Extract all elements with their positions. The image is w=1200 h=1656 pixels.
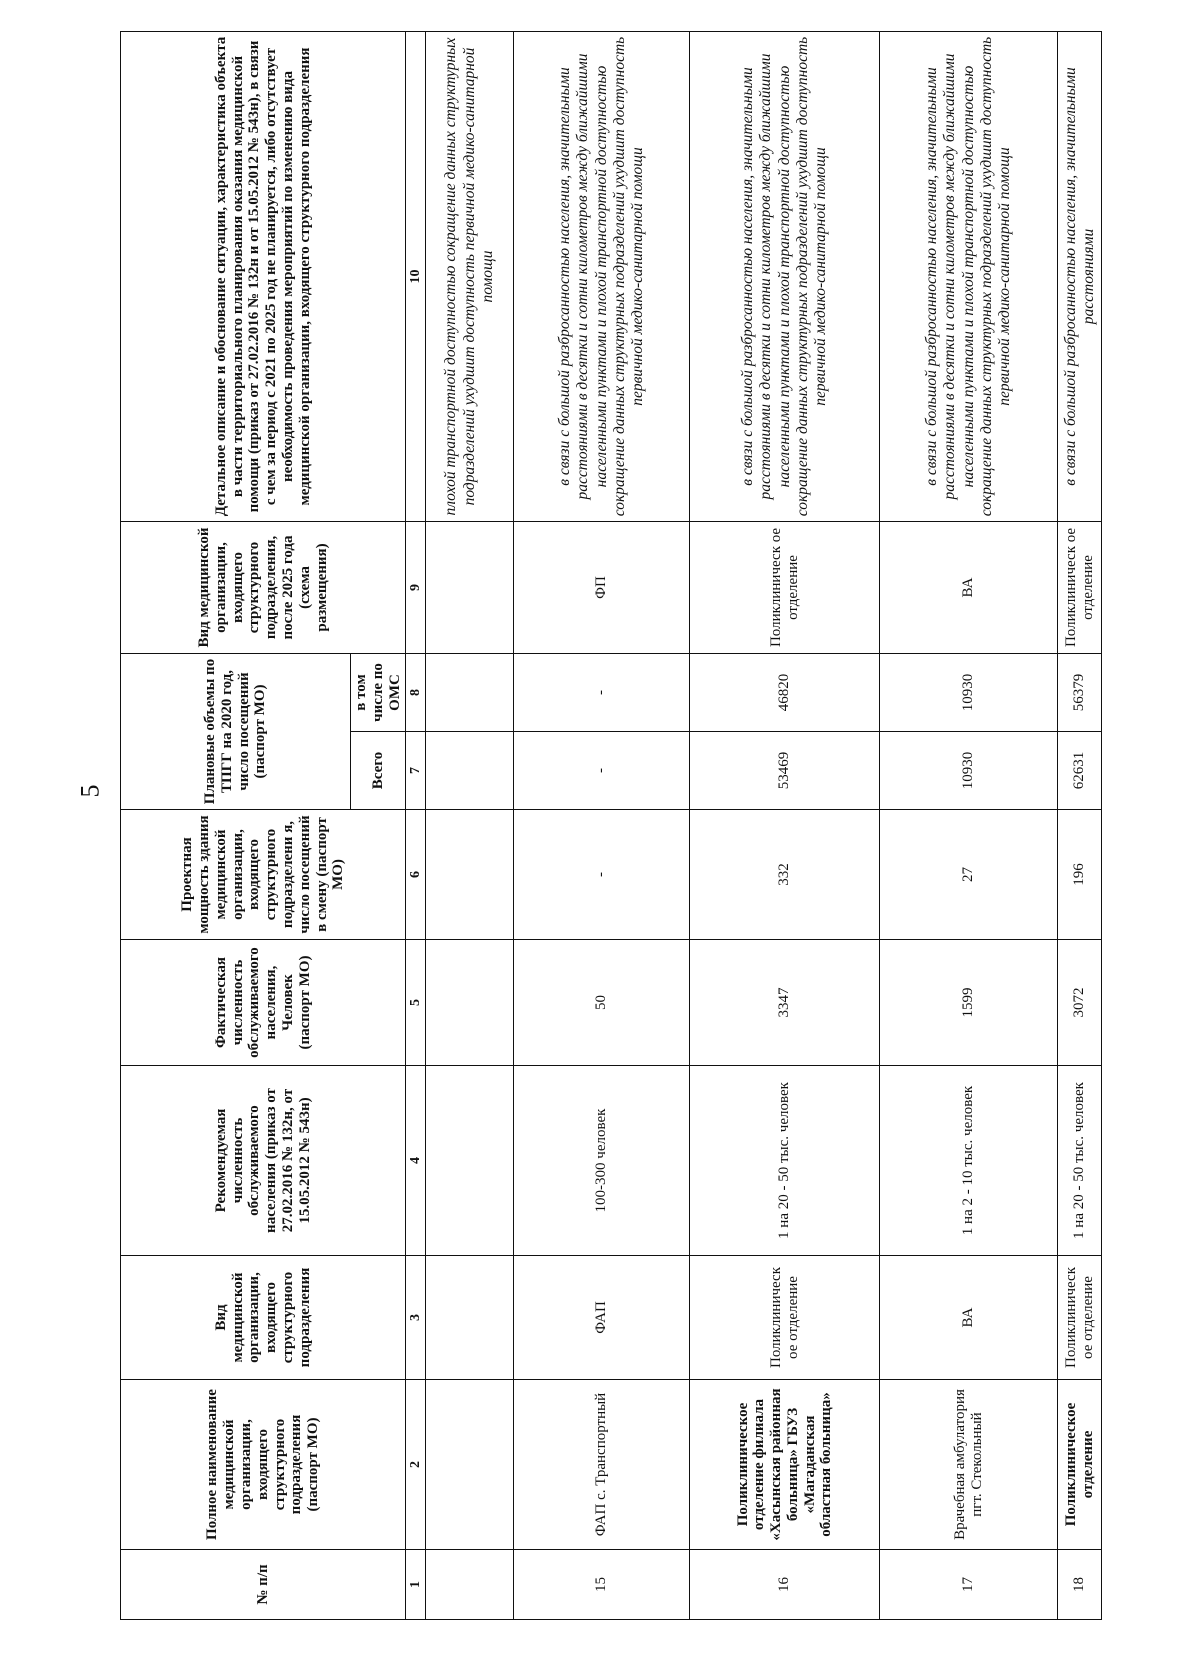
facility-name: Поликлиническое отделение филиала «Хасынская районная больница» ГБУЗ «Магаданская областная больница» [690, 1380, 880, 1550]
recommended-population: 100-300 человек [514, 1066, 690, 1256]
facility-name: ФАП с. Транспортный [514, 1380, 690, 1550]
row-number: 18 [1058, 1550, 1102, 1620]
description-cell: в связи с большой разбросанностью населения, значительными расстояниями [1058, 31, 1102, 521]
description-cell: в связи с большой разбросанностью населения, значительными расстояниями в десятки и сотни километров между ближайшими населенными пунктами и плохой транспортной доступностью сокращение данных структурных подразделений ухудшит доступность первичной медико-санитарной помощи [690, 31, 880, 521]
facility-type: ФАП [514, 1256, 690, 1380]
table-cell [426, 653, 514, 731]
design-capacity: 196 [1058, 810, 1102, 940]
facility-name: Врачебная амбулатория пгт. Стекольный [880, 1380, 1058, 1550]
header-type-after: Вид медицинской организации, входящего структурного подразделения, после 2025 года (схема размещения) [121, 521, 406, 653]
table-cell [426, 810, 514, 940]
design-capacity: 332 [690, 810, 880, 940]
header-index: № п/п [121, 1550, 406, 1620]
column-number: 6 [406, 810, 426, 940]
design-capacity: - [514, 810, 690, 940]
header-recommended: Рекомендуемая численность обслуживаемого населения (приказ от 27.02.2016 № 132н, от 15.05.2012 № 543н) [121, 1066, 406, 1256]
plan-oms: 46820 [690, 653, 880, 731]
column-number: 3 [406, 1256, 426, 1380]
table-row [1058, 31, 1102, 1619]
facility-type-after: ФП [514, 521, 690, 653]
recommended-population: 1 на 2 - 10 тыс. человек [880, 1066, 1058, 1256]
plan-oms: - [514, 653, 690, 731]
table-cell [426, 940, 514, 1066]
recommended-population: 1 на 20 - 50 тыс. человек [690, 1066, 880, 1256]
header-type: Вид медицинской организации, входящего структурного подразделения [121, 1256, 406, 1380]
plan-oms: 56379 [1058, 653, 1102, 731]
facilities-table [120, 31, 1102, 1620]
description-cell: плохой транспортной доступностью сокращение данных структурных подразделений ухудшит доступность первичной медико-санитарной помощи [426, 31, 514, 521]
facility-type-after: ВА [880, 521, 1058, 653]
facility-type-after: Поликлиническ ое отделение [1058, 521, 1102, 653]
facility-name: Поликлиническое отделение [1058, 1380, 1102, 1550]
recommended-population: 1 на 20 - 50 тыс. человек [1058, 1066, 1102, 1256]
table-row [880, 31, 1058, 1619]
row-number: 16 [690, 1550, 880, 1620]
actual-population: 3347 [690, 940, 880, 1066]
facility-type: Поликлиническ ое отделение [1058, 1256, 1102, 1380]
column-numbers-row [406, 31, 426, 1619]
facility-type-after: Поликлиническ ое отделение [690, 521, 880, 653]
column-number: 1 [406, 1550, 426, 1620]
column-number: 9 [406, 521, 426, 653]
plan-total: 53469 [690, 732, 880, 810]
table-cell [426, 1550, 514, 1620]
row-number: 17 [880, 1550, 1058, 1620]
description-cell: в связи с большой разбросанностью населения, значительными расстояниями в десятки и сотни километров между ближайшими населенными пунктами и плохой транспортной доступностью сокращение данных структурных подразделений ухудшит доступность первичной медико-санитарной помощи [880, 31, 1058, 521]
row-number: 15 [514, 1550, 690, 1620]
table-row-continuation [426, 31, 514, 1619]
plan-oms: 10930 [880, 653, 1058, 731]
plan-total: 10930 [880, 732, 1058, 810]
table-row [690, 31, 880, 1619]
description-cell: в связи с большой разбросанностью населения, значительными расстояниями в десятки и сотни километров между ближайшими населенными пунктами и плохой транспортной доступностью сокращение данных структурных подразделений ухудшит доступность первичной медико-санитарной помощи [514, 31, 690, 521]
header-plan-oms: в том числе по ОМС [351, 653, 406, 731]
header-actual: Фактическая численность обслуживаемого населения, Человек (паспорт МО) [121, 940, 406, 1066]
header-capacity: Проектная мощность здания медицинской организации, входящего структурного подразделени я, число посещений в смену (паспорт МО) [121, 810, 406, 940]
table-cell [426, 1380, 514, 1550]
design-capacity: 27 [880, 810, 1058, 940]
facility-type: ВА [880, 1256, 1058, 1380]
column-number: 5 [406, 940, 426, 1066]
actual-population: 1599 [880, 940, 1058, 1066]
column-number: 8 [406, 653, 426, 731]
facility-type: Поликлиническ ое отделение [690, 1256, 880, 1380]
rotated-table-container [120, 32, 1097, 1620]
table-cell [426, 521, 514, 653]
header-full-name: Полное наименование медицинской организации, входящего структурного подразделения (паспорт МО) [121, 1380, 406, 1550]
column-number: 7 [406, 732, 426, 810]
actual-population: 50 [514, 940, 690, 1066]
table-row [514, 31, 690, 1619]
actual-population: 3072 [1058, 940, 1102, 1066]
column-number: 10 [406, 31, 426, 521]
plan-total: - [514, 732, 690, 810]
page-number: 5 [75, 784, 105, 798]
header-description: Детальное описание и обоснование ситуации, характеристика объекта в части территориального планирования оказания медицинской помощи (приказ от 27.02.2016 № 132н и от 15.05.2012 № 543н), в связи с чем за период с 2021 по 2025 год не планируется, либо отсутствует необходимость проведения мероприятий по изменению вида медицинской организации, входящего структурного подразделения [121, 31, 406, 521]
table-cell [426, 1066, 514, 1256]
column-number: 2 [406, 1380, 426, 1550]
table-cell [426, 732, 514, 810]
header-plan: Плановые объемы по ТПГГ на 2020 год, число посещений (паспорт МО) [121, 653, 351, 809]
header-row [121, 31, 351, 1619]
plan-total: 62631 [1058, 732, 1102, 810]
table-cell [426, 1256, 514, 1380]
header-plan-total: Всего [351, 732, 406, 810]
column-number: 4 [406, 1066, 426, 1256]
